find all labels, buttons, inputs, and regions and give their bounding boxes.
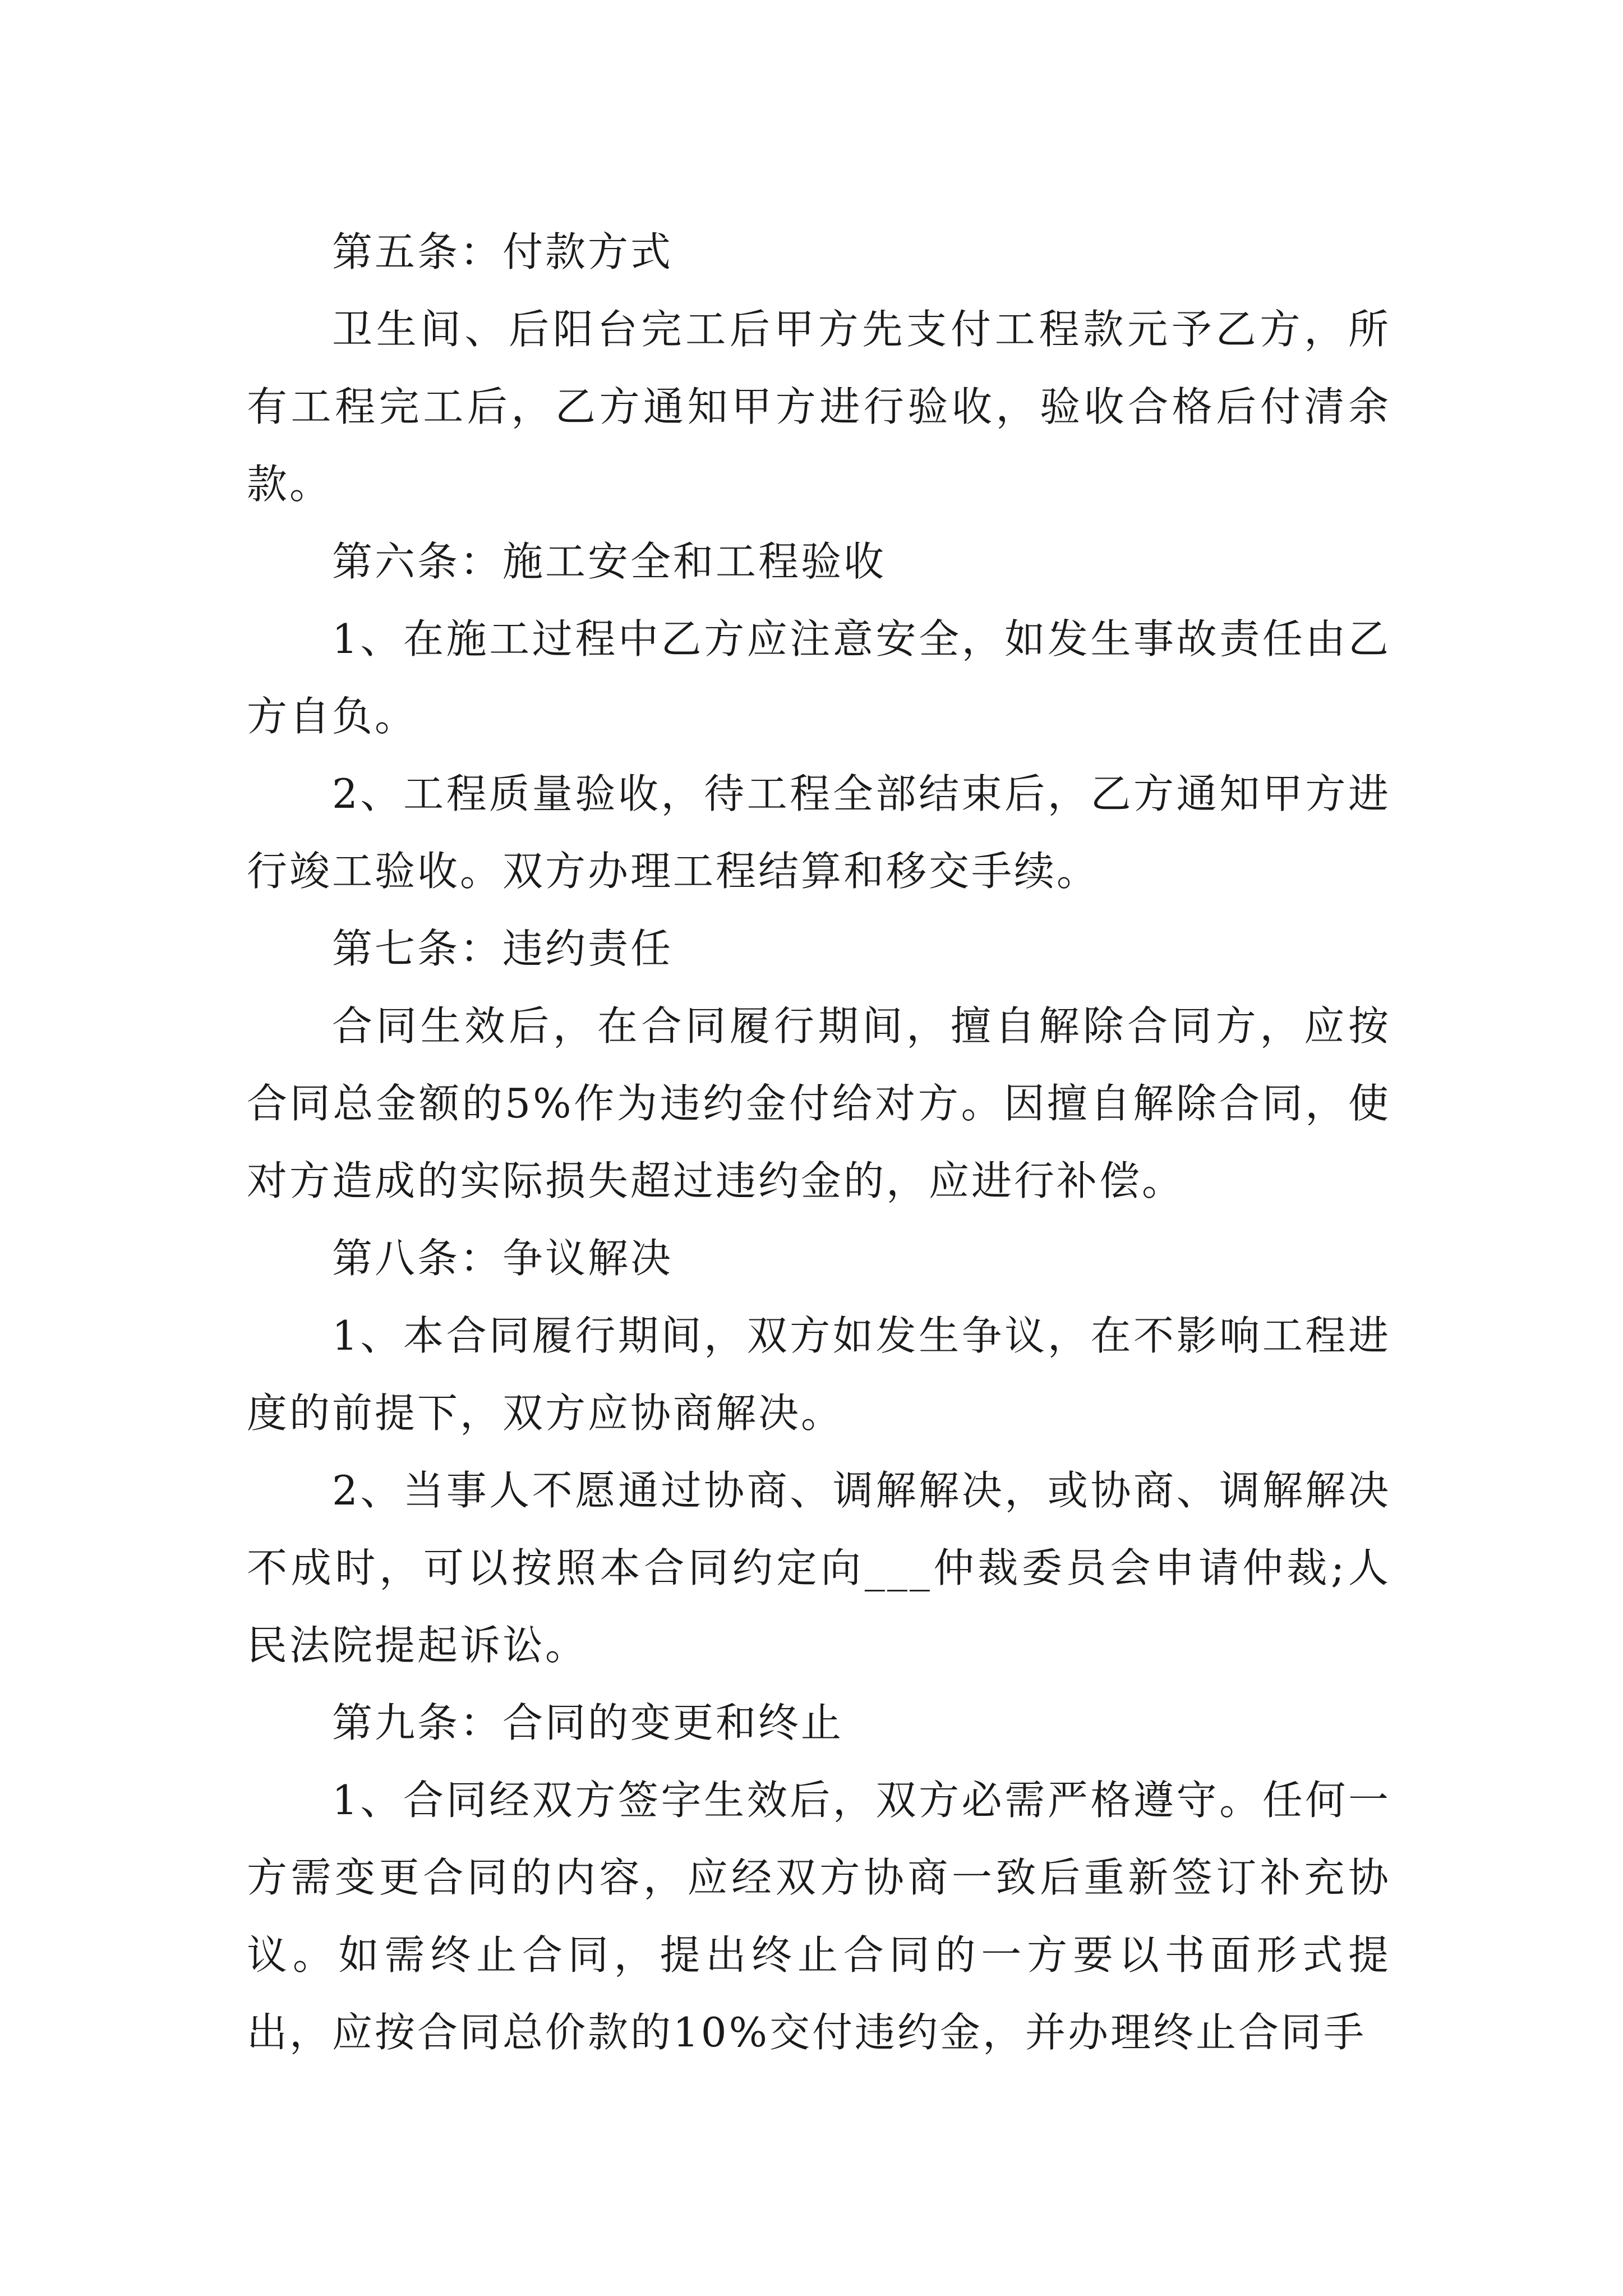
article-7-heading: 第七条：违约责任 [332, 925, 674, 972]
article-6-clause-1: 1、在施工过程中乙方应注意安全，如发生事故责任由乙方自负。 [247, 615, 1391, 740]
article-7-paragraph: 合同生效后，在合同履行期间，擅自解除合同方，应按合同总金额的5%作为违约金付给对方。因擅自解除合同，使对方造成的实际损失超过违约金的，应进行补偿。 [247, 1002, 1391, 1204]
article-8-clause-1: 1、本合同履行期间，双方如发生争议，在不影响工程进度的前提下，双方应协商解决。 [247, 1312, 1391, 1437]
article-5-heading: 第五条：付款方式 [332, 228, 674, 275]
article-9-heading: 第九条：合同的变更和终止 [332, 1699, 844, 1746]
article-5-paragraph: 卫生间、后阳台完工后甲方先支付工程款元予乙方，所有工程完工后，乙方通知甲方进行验收，验收合格后付清余款。 [247, 306, 1391, 508]
article-8-heading: 第八条：争议解决 [332, 1235, 674, 1282]
article-8-clause-2: 2、当事人不愿通过协商、调解解决，或协商、调解解决不成时，可以按照本合同约定向___仲裁委员会申请仲裁;人民法院提起诉讼。 [247, 1467, 1391, 1669]
article-6-clause-2: 2、工程质量验收，待工程全部结束后，乙方通知甲方进行竣工验收。双方办理工程结算和移交手续。 [247, 770, 1391, 895]
article-6-heading: 第六条：施工安全和工程验收 [332, 538, 887, 585]
document-body [247, 213, 1391, 2071]
article-9-clause-1: 1、合同经双方签字生效后，双方必需严格遵守。任何一方需变更合同的内容，应经双方协商一致后重新签订补充协议。如需终止合同，提出终止合同的一方要以书面形式提出，应按合同总价款的10%交付违约金，并办理终止合同手 [247, 1777, 1391, 2056]
